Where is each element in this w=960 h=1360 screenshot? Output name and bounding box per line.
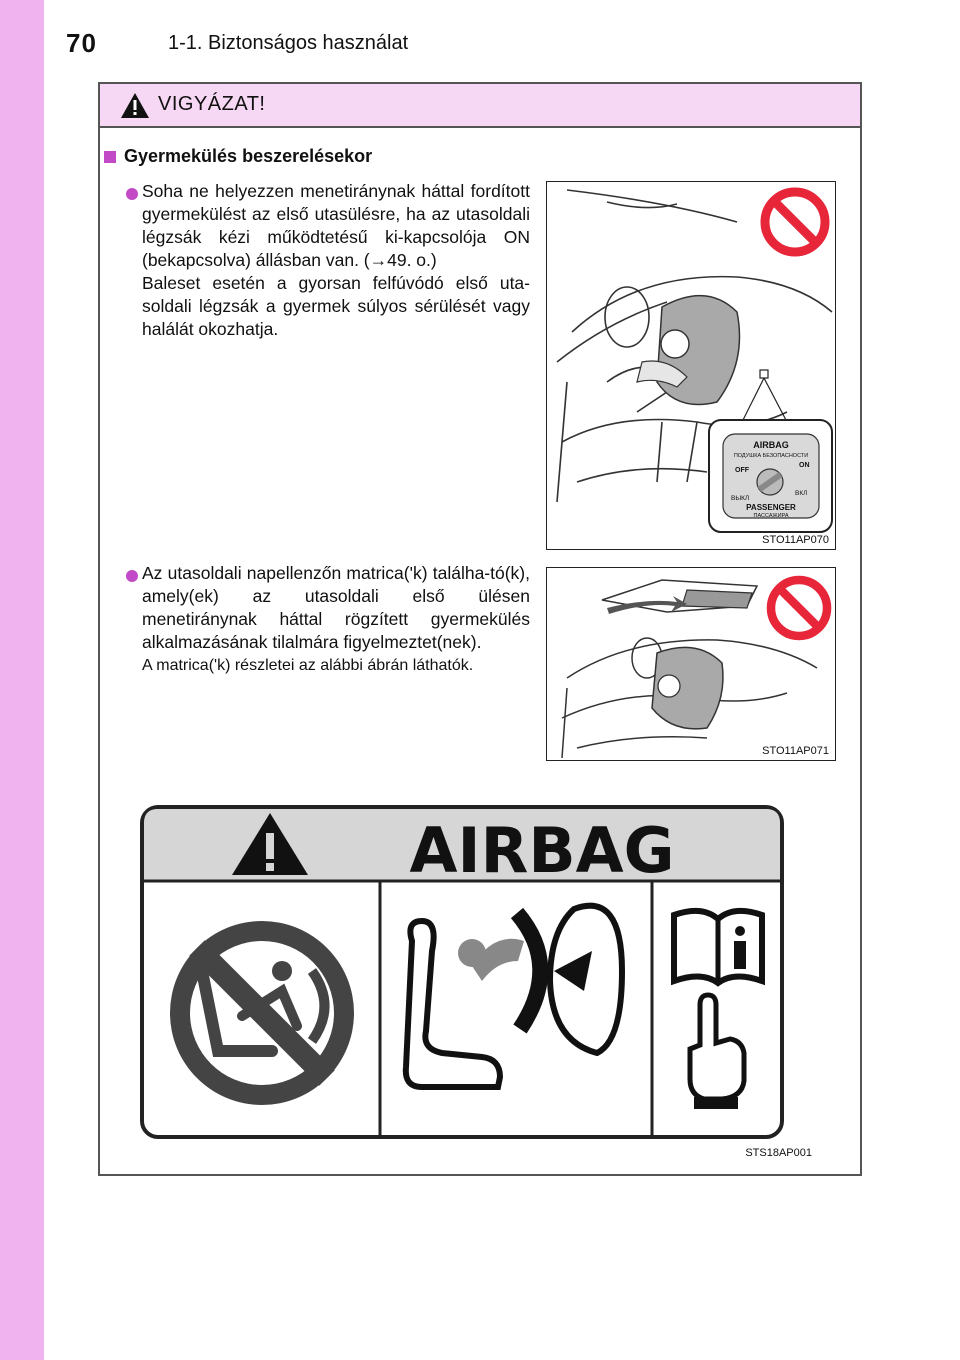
- bullet-icon: [126, 188, 138, 200]
- figure-code: STO11AP070: [762, 534, 829, 546]
- subheading-text: Gyermekülés beszerelésekor: [124, 146, 373, 166]
- figure-car-interior-switch: [546, 181, 836, 550]
- sun-visor-illustration: [547, 568, 836, 761]
- subheading: [100, 146, 372, 167]
- warning-title: VIGYÁZAT!: [158, 93, 266, 115]
- switch-off-label: OFF: [735, 467, 749, 474]
- airbag-banner-text: AIRBAG: [409, 814, 675, 887]
- paragraph-2-note: A matrica('k) részletei az alábbi ábrán láthatók.: [142, 657, 474, 674]
- car-interior-illustration: [547, 182, 836, 550]
- switch-on-ru-label: ВКЛ: [795, 490, 808, 497]
- switch-passenger-label: PASSENGER: [746, 503, 796, 512]
- section-title: 1-1. Biztonságos használat: [168, 32, 409, 54]
- page-number: 70: [66, 28, 97, 58]
- no-child-seat-icon: [170, 921, 354, 1105]
- square-bullet-icon: [104, 151, 116, 163]
- switch-airbag-ru: ПОДУШКА БЕЗОПАСНОСТИ: [733, 453, 809, 459]
- switch-on-label: ON: [799, 462, 810, 469]
- figure-code: STO11AP071: [762, 745, 829, 757]
- book-info-icon: [674, 911, 762, 983]
- no-entry-icon: [771, 580, 827, 636]
- airbag-label-illustration: [122, 791, 842, 1159]
- warning-box: [98, 82, 862, 1176]
- paragraph-2-text: Az utasoldali napellenzőn matrica('k) találha-tó(k), amely(ek) az utasoldali első ülésen menetiránynak háttal rögzített gyermekülés alkalmazásának tilalmára figyelmeztet(nek).: [142, 563, 530, 652]
- switch-airbag-label: AIRBAG: [753, 440, 789, 450]
- paragraph-1: [142, 180, 530, 341]
- paragraph-1-text: Soha ne helyezzen menetiránynak háttal fordított gyermekülést az első utasülésre, ha az utasoldali légzsák kézi működtetésű ki-kapcsolója ON (bekapcsolva) állásban van. (→49. o.): [142, 181, 530, 270]
- figure-code: STS18AP001: [745, 1147, 812, 1159]
- bullet-icon: [126, 570, 138, 582]
- paragraph-1-text2: Baleset esetén a gyorsan felfúvódó első uta-soldali légzsák a gyermek súlyos sérülését vagy halálát okozhatja.: [142, 273, 530, 339]
- paragraph-2: [142, 562, 530, 677]
- figure-sun-visor: [546, 567, 836, 761]
- switch-passenger-ru: ПАССАЖИРА: [753, 513, 789, 519]
- switch-off-ru-label: ВЫКЛ: [731, 495, 750, 502]
- figure-airbag-label: [122, 791, 842, 1159]
- no-entry-icon: [765, 192, 825, 252]
- warning-triangle-icon: [120, 92, 150, 119]
- warning-header: [100, 84, 860, 128]
- side-tab: [0, 0, 44, 1360]
